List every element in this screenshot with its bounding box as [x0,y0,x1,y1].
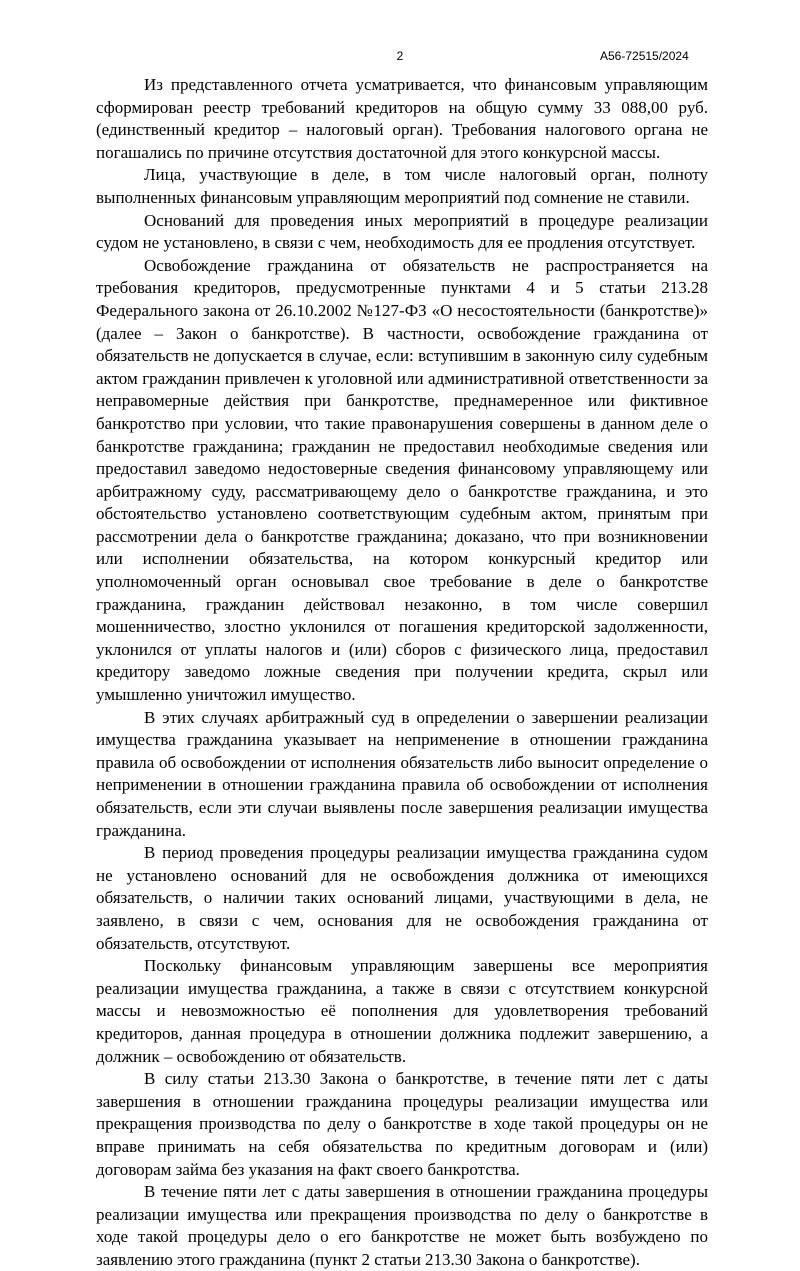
paragraph-completion: Поскольку финансовым управляющим завершены все мероприятия реализации имущества гражданина, а также в связи с отсутствием конкурсной массы и невозможностью её пополнения для удовлетворения требований кредиторов, данная процедура в отношении должника подлежит завершению, а должник – освобождению от обязательств. [96,956,708,1066]
case-number: А56-72515/2024 [600,49,689,63]
paragraph-report-summary: Из представленного отчета усматривается, что финансовым управляющим сформирован реестр требований кредиторов на общую сумму 33 088,00 руб. (единственный кредитор – налоговый орган). Требования налогового органа не погашались по причине отсутствия достаточной для этого конкурсной массы. [96,75,708,162]
paragraph-credit-restriction: В силу статьи 213.30 Закона о банкротстве, в течение пяти лет с даты завершения в отношении гражданина процедуры реализации имущества или прекращения производства по делу о банкротстве в ходе такой процедуры он не вправе принимать на себя обязательства по кредитным договорам и (или) договорам займа без указания на факт своего банкротства. [96,1069,708,1179]
paragraph-no-extension: Оснований для проведения иных мероприятий в процедуре реализации судом не установлено, в связи с чем, необходимость для ее продления отсутствует. [96,210,708,253]
paragraph-bankruptcy-restriction: В течение пяти лет с даты завершения в отношении гражданина процедуры реализации имущества или прекращения производства по делу о банкротстве в ходе такой процедуры дело о его банкротстве не может быть возбуждено по заявлению этого гражданина (пункт 2 статьи 213.30 Закона о банкротстве). [96,1182,708,1269]
paragraph-participants: Лица, участвующие в деле, в том числе налоговый орган, полноту выполненных финансовым управляющим мероприятий под сомнение не ставили. [96,165,708,207]
document-body [96,74,708,1271]
paragraph-no-grounds: В период проведения процедуры реализации имущества гражданина судом не установлено оснований для не освобождения должника от имеющихся обязательств, о наличии таких оснований лицами, участвующими в дела, не заявлено, в связи с чем, основания для не освобождения гражданина от обязательств, отсутствуют. [96,843,708,953]
page-number: 2 [396,49,404,63]
paragraph-court-ruling: В этих случаях арбитражный суд в определении о завершении реализации имущества гражданина указывает на неприменение в отношении гражданина правила об освобождении от исполнения обязательств либо выносит определение о неприменении в отношении гражданина правила об освобождении от исполнения обязательств, если эти случаи выявлены после завершения реализации имущества гражданина. [96,707,708,840]
paragraph-exemption-exceptions: Освобождение гражданина от обязательств не распространяется на требования кредиторов, предусмотренные пунктами 4 и 5 статьи 213.28 Федерального закона от 26.10.2002 №127-ФЗ «О несостоятельности (банкротстве)» (далее – Закон о банкротстве). В частности, освобождение гражданина от обязательств не допускается в случае, если: вступившим в законную силу судебным актом гражданин привлечен к уголовной или административной ответственности за неправомерные действия при банкротстве, преднамеренное или фиктивное банкротство при условии, что такие правонарушения совершены в данном деле о банкротстве гражданина; гражданин не предоставил необходимые сведения или предоставил заведомо недостоверные сведения финансовому управляющему или арбитражному суду, рассматривающему дело о банкротстве гражданина, и это обстоятельство установлено соответствующим судебным актом, принятым при рассмотрении дела о банкротстве гражданина; доказано, что при возникновении или исполнении обязательства, на котором конкурсный кредитор или уполномоченный орган основывал свое требование в деле о банкротстве гражданина, гражданин действовал незаконно, в том числе совершил мошенничество, злостно уклонился от погашения кредиторской задолженности, уклонился от уплаты налогов и (или) сборов с физического лица, предоставил кредитору заведомо ложные сведения при получении кредита, скрыл или умышленно уничтожил имущество. [96,255,708,705]
